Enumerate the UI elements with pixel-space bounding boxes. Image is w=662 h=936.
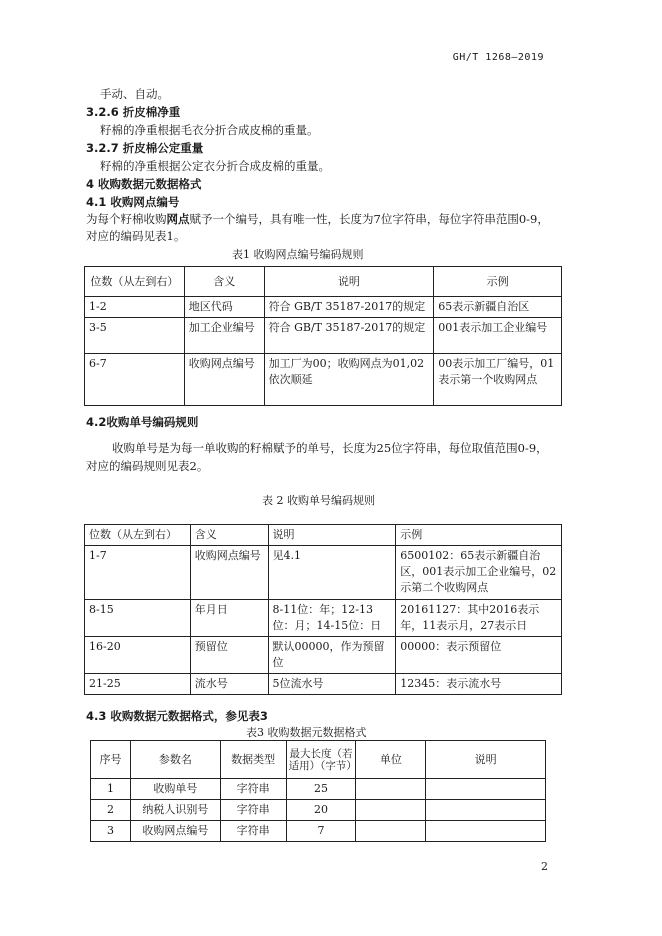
heading-3-2-6: 3.2.6 折皮棉净重 — [86, 105, 181, 119]
table-header-cell: 位数（从左到右） — [85, 267, 185, 297]
table-cell — [426, 779, 546, 800]
table3-caption: 表3 收购数据元数据格式 — [246, 726, 367, 739]
table-cell: 收购网点编号 — [130, 821, 220, 842]
table-cell: 年月日 — [190, 600, 268, 637]
table-cell: 25 — [286, 779, 356, 800]
table-row — [91, 800, 546, 821]
table-header-row — [91, 741, 546, 779]
table-cell: 00000：表示预留位 — [396, 637, 562, 674]
paragraph-4-1-line2: 对应的编码见表1。 — [86, 229, 186, 243]
table-cell: 12345：表示流水号 — [396, 674, 562, 695]
text-part: 为每个籽棉收购 — [86, 212, 167, 226]
heading-3-2-7: 3.2.7 折皮棉公定重量 — [86, 141, 204, 155]
table-header-cell: 序号 — [91, 741, 131, 779]
table-cell: 符合 GB/T 35187-2017的规定 — [264, 297, 434, 318]
table-header-cell: 单位 — [356, 741, 426, 779]
table-cell — [426, 821, 546, 842]
table-header-cell: 位数（从左到右） — [85, 525, 191, 546]
table-header-cell: 说明 — [264, 267, 434, 297]
table-cell: 00表示加工厂编号，01表示第一个收购网点 — [434, 354, 562, 406]
table-cell: 8-11位：年；12-13位：月；14-15位：日 — [268, 600, 396, 637]
table-cell — [356, 800, 426, 821]
table-cell: 001表示加工企业编号 — [434, 318, 562, 354]
table-cell — [426, 800, 546, 821]
table-cell: 字符串 — [220, 821, 286, 842]
doc-code-header: GH/T 1268—2019 — [452, 52, 544, 63]
table-row — [85, 674, 562, 695]
table-cell: 默认00000，作为预留位 — [268, 637, 396, 674]
table-cell: 地区代码 — [184, 297, 264, 318]
table-cell: 1 — [91, 779, 131, 800]
table-cell: 2 — [91, 800, 131, 821]
table-header-cell: 含义 — [190, 525, 268, 546]
table1 — [84, 266, 562, 406]
heading-4: 4 收购数据元数据格式 — [86, 177, 202, 191]
table-cell — [356, 821, 426, 842]
heading-4-2: 4.2收购单号编码规则 — [86, 415, 199, 429]
table-cell: 6-7 — [85, 354, 185, 406]
table-cell: 8-15 — [85, 600, 191, 637]
table-cell: 预留位 — [190, 637, 268, 674]
table-header-cell: 参数名 — [130, 741, 220, 779]
paragraph-4-2-line2: 对应的编码规则见表2。 — [86, 459, 209, 473]
table-header-cell: 说明 — [268, 525, 396, 546]
paragraph-3-2-7: 籽棉的净重根据公定衣分折合成皮棉的重量。 — [100, 159, 330, 173]
table-row — [85, 637, 562, 674]
table3 — [90, 740, 546, 842]
table-header-cell: 含义 — [184, 267, 264, 297]
table-cell: 20 — [286, 800, 356, 821]
heading-4-3: 4.3 收购数据元数据格式，参见表3 — [86, 709, 268, 723]
text-bold-part: 网点 — [166, 212, 190, 226]
table-cell: 1-2 — [85, 297, 185, 318]
table-row — [91, 821, 546, 842]
table-row — [85, 297, 562, 318]
table-cell: 符合 GB/T 35187-2017的规定 — [264, 318, 434, 354]
table-cell: 3 — [91, 821, 131, 842]
table-header-cell: 最大长度（若适用）（字节） — [286, 741, 356, 779]
table-cell: 纳税人识别号 — [130, 800, 220, 821]
table-header-row — [85, 267, 562, 297]
table-row — [85, 354, 562, 406]
paragraph-continuation: 手动、自动。 — [100, 87, 169, 101]
table-cell: 收购网点编号 — [190, 546, 268, 600]
table-cell: 加工企业编号 — [184, 318, 264, 354]
table-header-cell: 示例 — [396, 525, 562, 546]
table-cell: 65表示新疆自治区 — [434, 297, 562, 318]
table-row — [85, 318, 562, 354]
text-part: 赋予一个编号，具有唯一性，长度为7位字符串，每位字符串范围0-9， — [189, 212, 549, 226]
table-cell: 字符串 — [220, 779, 286, 800]
table-row — [85, 600, 562, 637]
table-cell: 见4.1 — [268, 546, 396, 600]
table-header-cell: 说明 — [426, 741, 546, 779]
table-cell: 21-25 — [85, 674, 191, 695]
table-cell: 20161127：其中2016表示年，11表示月，27表示日 — [396, 600, 562, 637]
table2 — [84, 524, 562, 695]
table-header-row — [85, 525, 562, 546]
table-cell: 字符串 — [220, 800, 286, 821]
table-header-cell: 示例 — [434, 267, 562, 297]
paragraph-4-2-line1: 收购单号是为每一单收购的籽棉赋予的单号，长度为25位字符串，每位取值范围0-9， — [112, 441, 548, 455]
table1-caption: 表1 收购网点编号编码规则 — [232, 248, 364, 261]
table-cell — [356, 779, 426, 800]
table-cell: 5位流水号 — [268, 674, 396, 695]
paragraph-4-1-line1 — [86, 211, 549, 228]
table-cell: 流水号 — [190, 674, 268, 695]
paragraph-3-2-6: 籽棉的净重根据毛衣分折合成皮棉的重量。 — [100, 123, 319, 137]
table-cell: 16-20 — [85, 637, 191, 674]
table-cell: 加工厂为00；收购网点为01,02依次顺延 — [264, 354, 434, 406]
page-number: 2 — [541, 860, 548, 873]
table-cell: 收购网点编号 — [184, 354, 264, 406]
table-row — [85, 546, 562, 600]
table-cell: 收购单号 — [130, 779, 220, 800]
table-cell: 7 — [286, 821, 356, 842]
table-cell: 6500102：65表示新疆自治区，001表示加工企业编号，02示第二个收购网点 — [396, 546, 562, 600]
table-cell: 1-7 — [85, 546, 191, 600]
heading-4-1: 4.1 收购网点编号 — [86, 195, 180, 209]
table-row — [91, 779, 546, 800]
table2-caption: 表 2 收购单号编码规则 — [262, 494, 375, 507]
table-cell: 3-5 — [85, 318, 185, 354]
table-header-cell: 数据类型 — [220, 741, 286, 779]
